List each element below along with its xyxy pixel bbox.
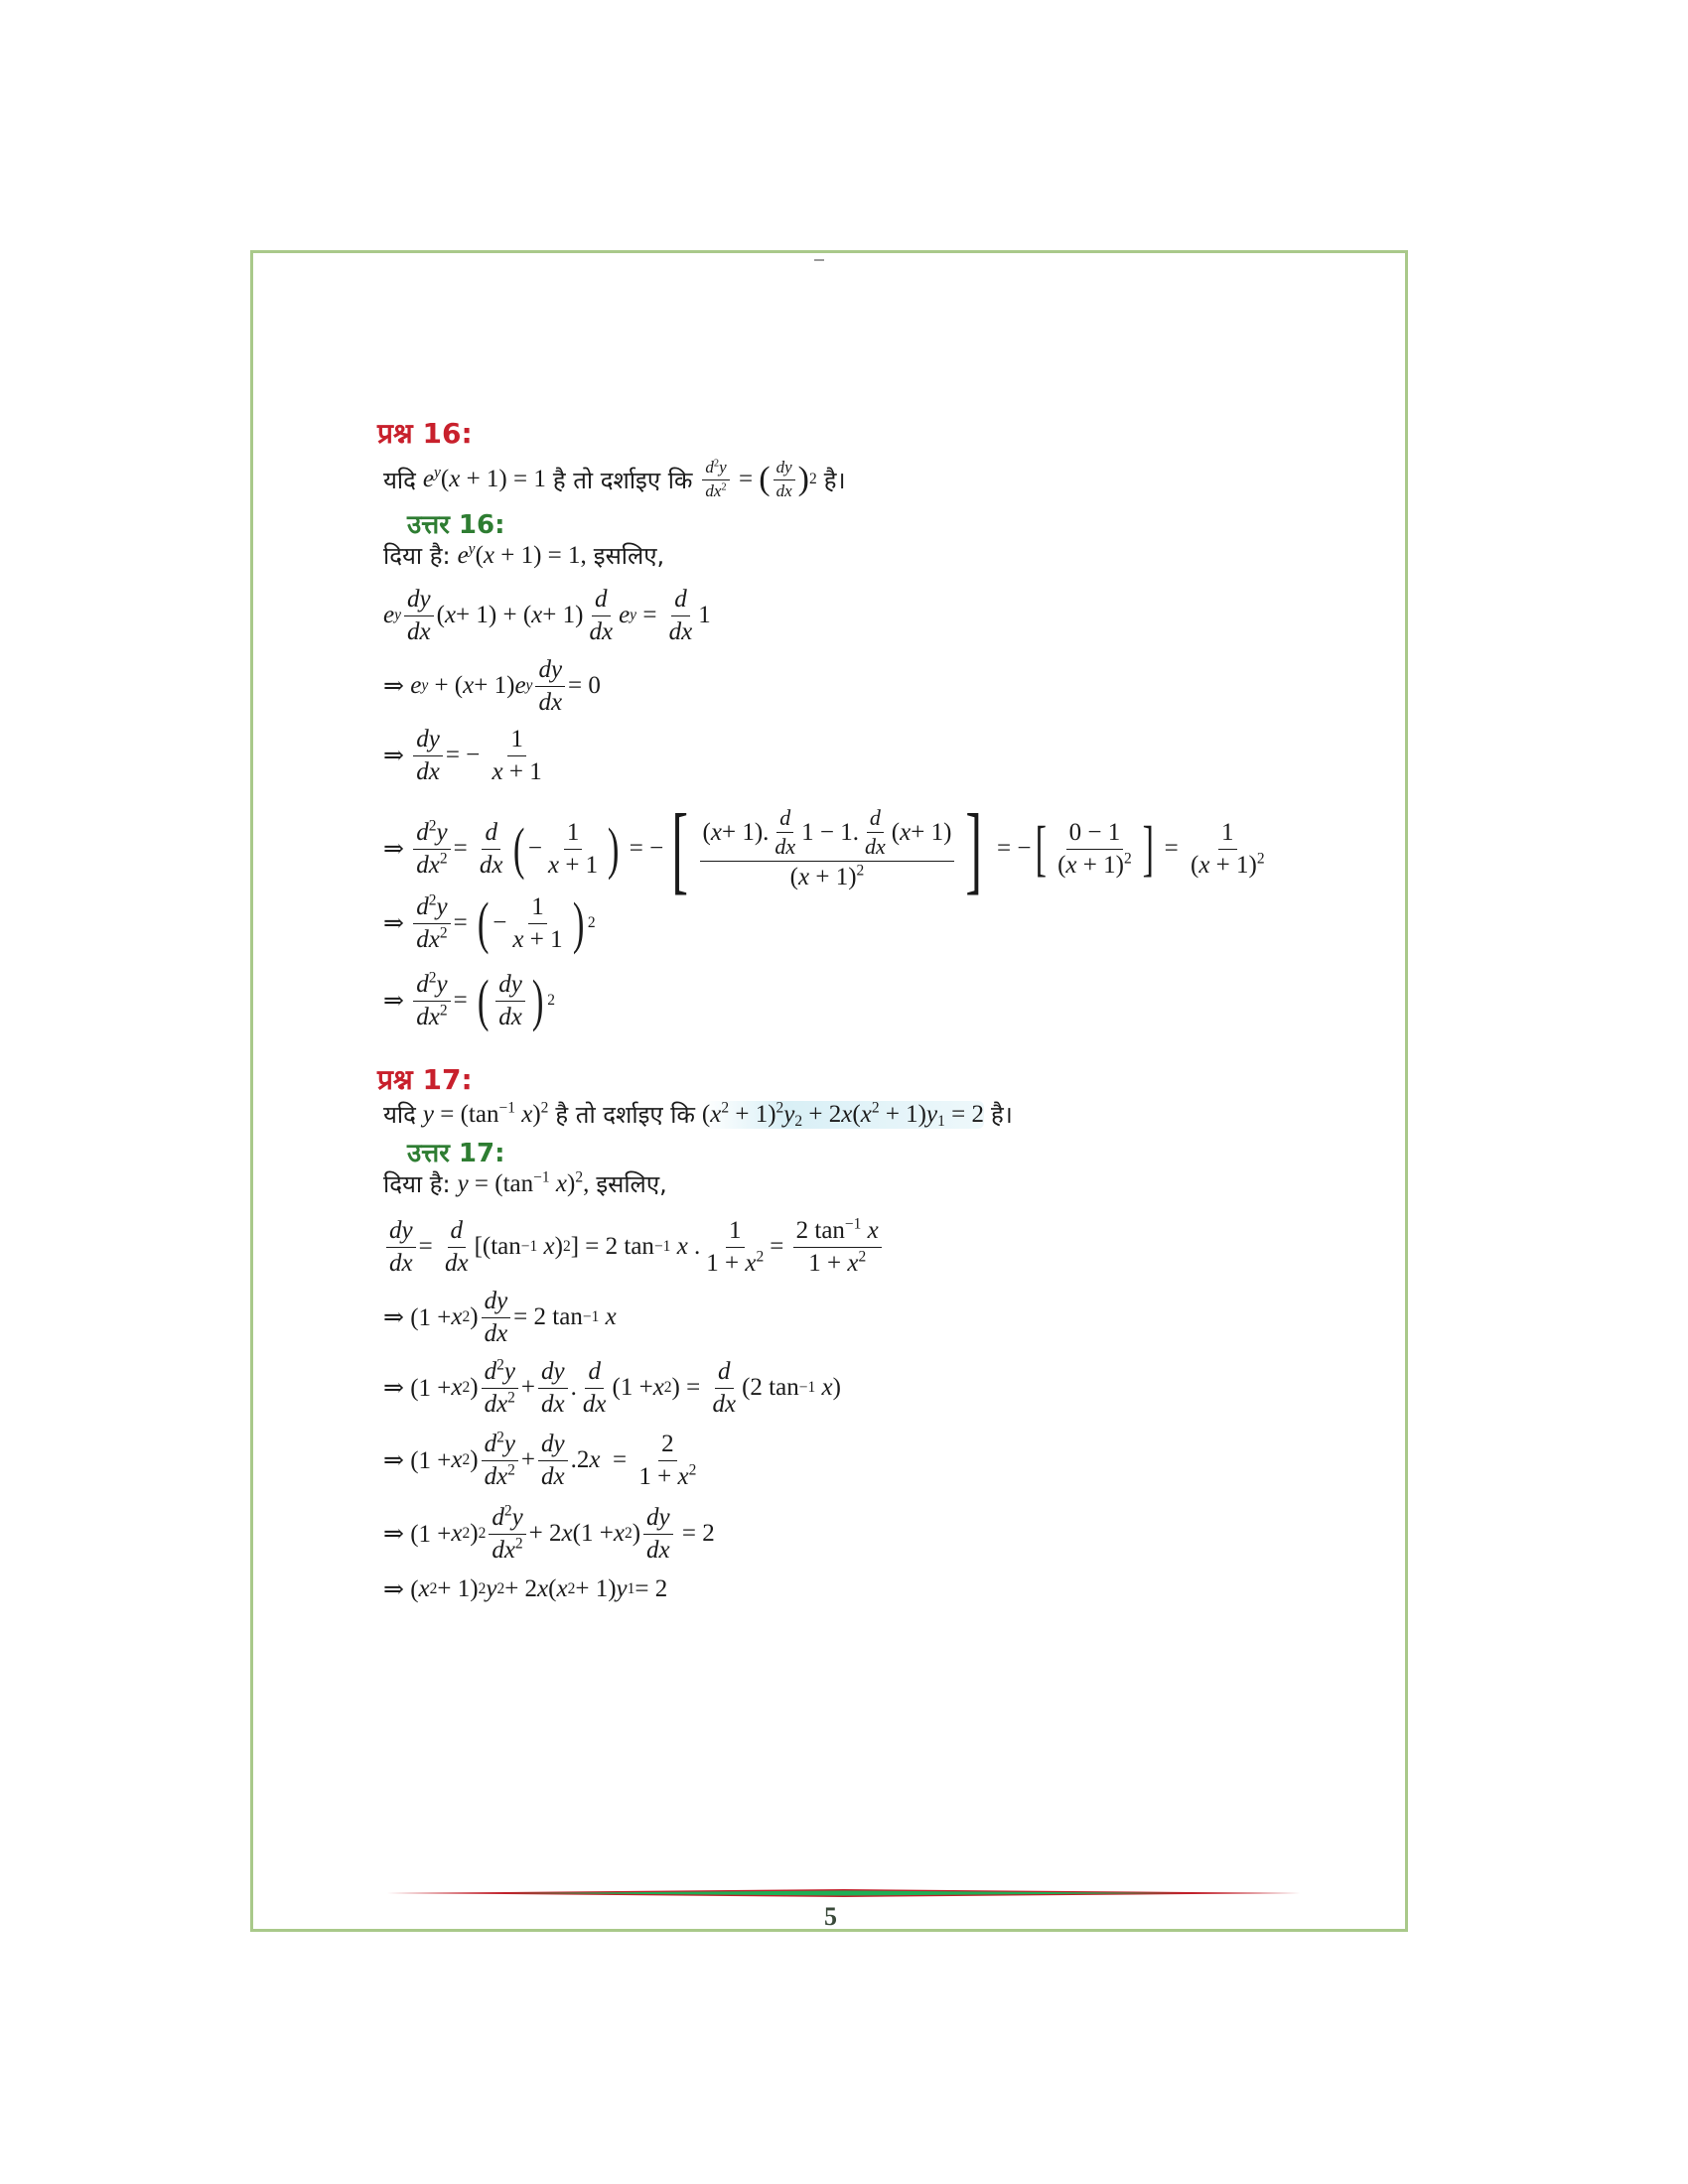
question-17-prefix: यदि: [383, 1101, 416, 1129]
q16-step-2: ⇒ e y + ( x + 1) e y $\frac{dy}{dx}$ = 0: [383, 656, 601, 716]
given-suffix: इसलिए,: [596, 1170, 667, 1198]
q17-step-6: ⇒ ( x 2 + 1) 2 y 2 + 2 x ( x 2 + 1) y 1 = 2: [383, 1575, 668, 1603]
question-17-claim: $(x^2 + 1)^2y_2 + 2x(x^2 + 1)y_1 = 2$: [701, 1099, 984, 1130]
question-17-text: [383, 1098, 1013, 1131]
question-17-title: प्रश्न 17:: [377, 1063, 473, 1096]
footer-divider: [387, 1889, 1301, 1897]
question-17-expr: $y = (\tan^{-1}$ x)$^2$: [422, 1099, 549, 1128]
q17-step-1: $\frac{dy}{dx}$ = $\frac{d}{dx}$ [(tan −1 x ) 2 ] = 2 tan −1 x . $\frac{1}{1 + x^2}$ = $\frac{2 \tan^{-1} x}{1 + x^2}$: [383, 1217, 885, 1277]
top-mark: [814, 259, 824, 261]
given-suffix: इसलिए,: [593, 542, 665, 570]
given-expr: $y = (\tan^{-1}$ x)$^2$,: [457, 1168, 590, 1197]
question-16-text: [383, 459, 846, 500]
question-17-suffix: है।: [990, 1101, 1013, 1129]
given-expr: $e^y(x + 1) = 1$,: [457, 540, 587, 569]
q16-step-1: e y $\frac{dy}{dx}$ ( x + 1) + ( x + 1) $\frac{d}{dx}$ e y = $\frac{d}{dx}$ 1: [383, 586, 711, 645]
answer-16-given: [383, 539, 664, 572]
given-label: दिया है:: [383, 1170, 451, 1198]
q16-step-4: ⇒ $\frac{d^2y}{dx^2}$ = $\frac{d}{dx}$ ( − $\frac{1}{x + 1}$ ) = − [ ( x + 1). $\frac{d}{dx}$ 1 − 1. $\frac{d}{dx}$ ( x + 1) $(x + 1)^2$ ] = − [ $\frac{0 - 1}{(x + 1)^2}$ ] = $\frac{1}{(x + 1)^2}$: [383, 793, 1265, 903]
question-16-expr: $e^y(x + 1) = 1$: [422, 464, 546, 493]
q16-step-5: ⇒ $\frac{d^2y}{dx^2}$ = ( − $\frac{1}{x + 1}$ ) 2: [383, 890, 596, 955]
given-label: दिया है:: [383, 542, 451, 570]
q17-step-2: ⇒ (1 + x 2 ) $\frac{dy}{dx}$ = 2 tan −1 x: [383, 1288, 617, 1347]
answer-16-title: उत्तर 16:: [407, 510, 505, 540]
question-16-title: प्रश्न 16:: [377, 417, 473, 450]
page-number: 5: [824, 1902, 837, 1931]
question-16-mid: है तो दर्शाइए कि: [552, 466, 693, 494]
q17-step-5: ⇒ (1 + x 2 ) 2 $\frac{d^2y}{dx^2}$ + 2 x (1 + x 2 ) $\frac{dy}{dx}$ = 2: [383, 1502, 715, 1564]
q16-step-6: ⇒ $\frac{d^2y}{dx^2}$ = ( $\frac{dy}{dx}$ ) 2: [383, 968, 555, 1032]
question-17-mid: है तो दर्शाइए कि: [555, 1101, 695, 1129]
answer-17-given: [383, 1167, 667, 1200]
question-16-suffix: है।: [823, 466, 846, 494]
question-16-claim: $\frac{d^2y}{dx^2}$ = ( $\frac{dy}{dx}$ ) 2: [699, 459, 816, 500]
answer-17-title: उत्तर 17:: [407, 1139, 505, 1168]
q16-step-3: ⇒ $\frac{dy}{dx}$ = − $\frac{1}{x + 1}$: [383, 726, 542, 785]
q17-step-3: ⇒ (1 + x 2 ) $\frac{d^2y}{dx^2}$ + $\frac{dy}{dx}$ . $\frac{d}{dx}$ (1 + x 2 ) = $\frac{d}{dx}$ (2 tan −1 x ): [383, 1356, 841, 1418]
q17-step-4: ⇒ (1 + x 2 ) $\frac{d^2y}{dx^2}$ + $\frac{dy}{dx}$ .2 x = $\frac{2}{1 + x^2}$: [383, 1429, 697, 1490]
question-16-prefix: यदि: [383, 466, 416, 494]
